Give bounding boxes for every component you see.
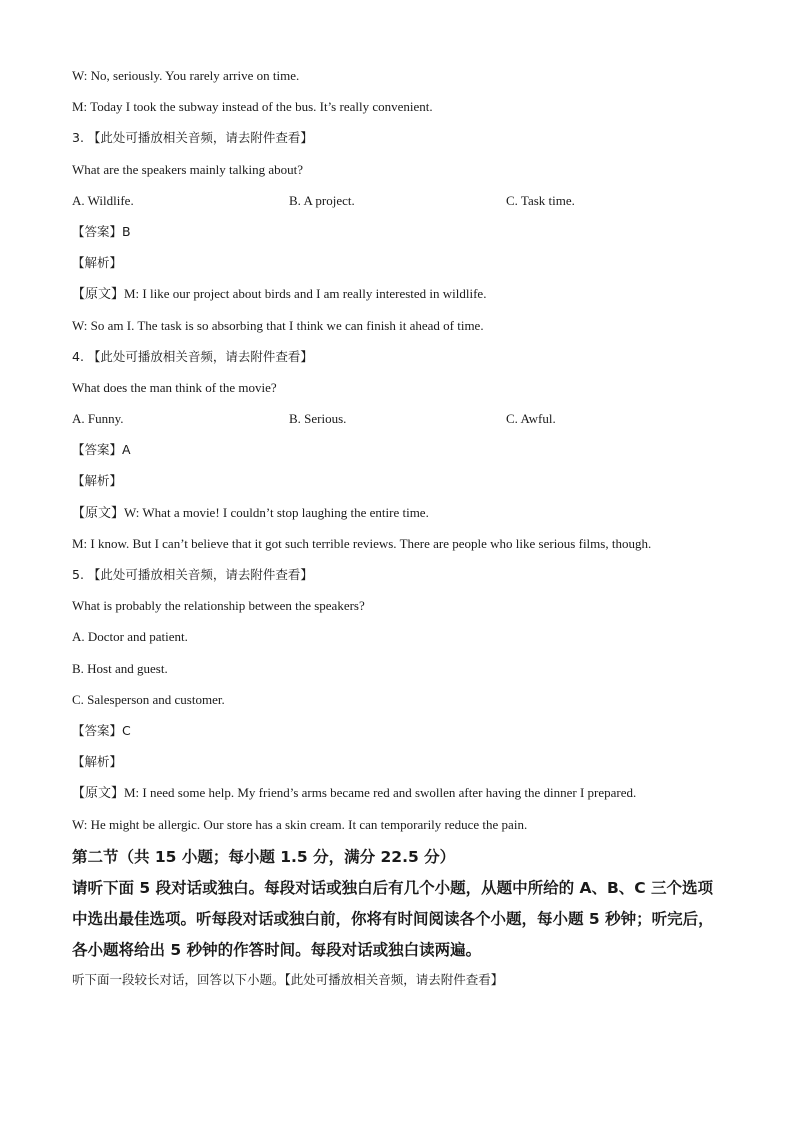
question-3-audio-header: 3. 【此处可播放相关音频，请去附件查看】 bbox=[72, 130, 313, 146]
option-a: A. Wildlife. bbox=[72, 192, 134, 208]
option-a: A. Funny. bbox=[72, 411, 124, 427]
question-4-text: What does the man think of the movie? bbox=[72, 379, 277, 395]
question-5-analysis-label: 【解析】 bbox=[72, 754, 123, 770]
section-2-instructions: 请听下面 5 段对话或独白。每段对话或独白后有几个小题，从题中所给的 A、B、C 三个选项中选出最佳选项。听每段对话或独白前，你将有时间阅读各个小题，每小题 5 秒钟；听完后，各小题将给出 5 秒钟的作答时间。每段对话或独白读两遍。 bbox=[72, 878, 714, 959]
question-5-answer: 【答案】C bbox=[72, 722, 131, 738]
question-3-options bbox=[72, 191, 732, 211]
option-b: B. A project. bbox=[289, 192, 355, 208]
question-3-transcript-line: W: So am I. The task is so absorbing that I think we can finish it ahead of time. bbox=[72, 317, 484, 333]
question-3-transcript-line: 【原文】M: I like our project about birds and I am really interested in wildlife. bbox=[72, 286, 487, 302]
document-body bbox=[72, 66, 732, 990]
section-2-title: 第二节（共 15 小题；每小题 1.5 分，满分 22.5 分） bbox=[72, 847, 456, 866]
option-c: C. Task time. bbox=[506, 192, 575, 208]
option-c: C. Salesperson and customer. bbox=[72, 691, 225, 707]
option-b: B. Host and guest. bbox=[72, 660, 168, 676]
option-b: B. Serious. bbox=[289, 411, 347, 427]
question-5-audio-header: 5. 【此处可播放相关音频，请去附件查看】 bbox=[72, 567, 313, 582]
dialogue-line: M: Today I took the subway instead of the bus. It’s really convenient. bbox=[72, 99, 433, 115]
question-3-text: What are the speakers mainly talking about? bbox=[72, 161, 304, 177]
question-4-analysis-label: 【解析】 bbox=[72, 473, 123, 489]
question-5-transcript-line: 【原文】M: I need some help. My friend’s arms became red and swollen after having the dinner I prepared. bbox=[72, 785, 637, 801]
option-a: A. Doctor and patient. bbox=[72, 629, 188, 645]
question-4-audio-header: 4. 【此处可播放相关音频，请去附件查看】 bbox=[72, 348, 313, 364]
dialogue-line: W: No, seriously. You rarely arrive on time. bbox=[72, 68, 300, 83]
question-3-analysis-label: 【解析】 bbox=[72, 255, 123, 271]
question-5-transcript-line: W: He might be allergic. Our store has a skin cream. It can temporarily reduce the pain. bbox=[72, 816, 528, 832]
option-c: C. Awful. bbox=[506, 411, 556, 427]
question-5-text: What is probably the relationship between the speakers? bbox=[72, 598, 365, 614]
question-4-answer: 【答案】A bbox=[72, 442, 131, 458]
listen-prompt: 听下面一段较长对话，回答以下小题。【此处可播放相关音频，请去附件查看】 bbox=[72, 971, 504, 987]
question-3-answer: 【答案】B bbox=[72, 223, 131, 239]
question-4-transcript-line: M: I know. But I can’t believe that it got such terrible reviews. There are people who like serious films, though. bbox=[72, 535, 652, 551]
question-4-transcript-line: 【原文】W: What a movie! I couldn’t stop laughing the entire time. bbox=[72, 504, 429, 520]
question-4-options bbox=[72, 409, 732, 429]
